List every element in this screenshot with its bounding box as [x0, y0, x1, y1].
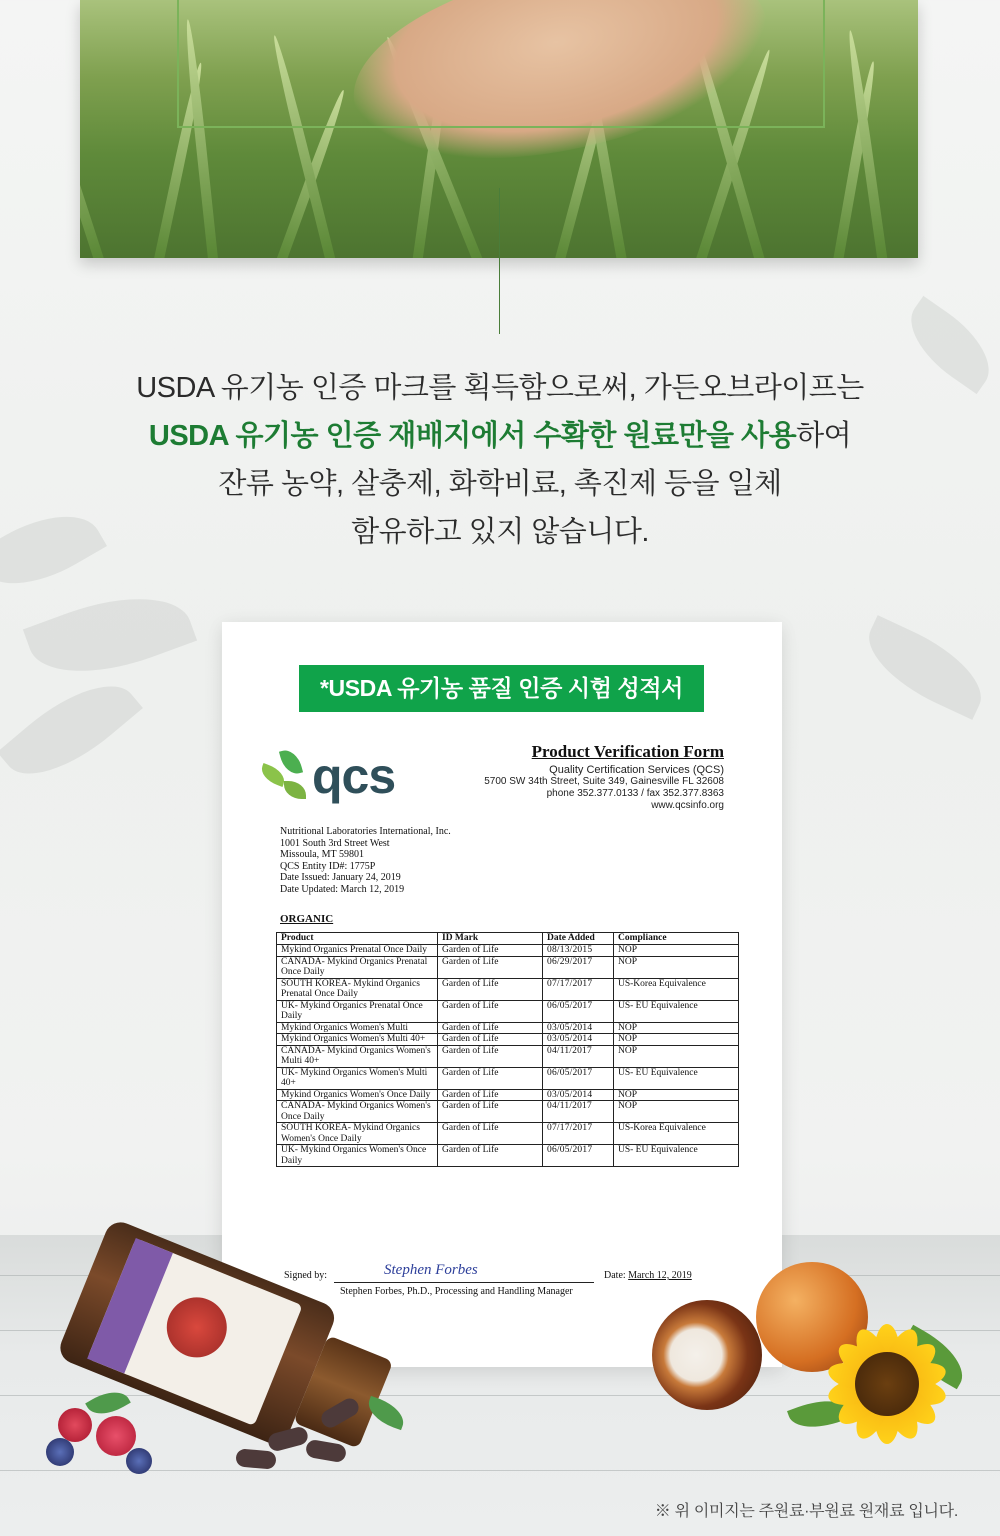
table-row: [277, 978, 739, 1000]
org-name: Quality Certification Services (QCS): [549, 764, 724, 776]
cell-compliance: US-Korea Equivalence: [614, 1123, 739, 1145]
cell-date-added: 04/11/2017: [543, 1101, 614, 1123]
cell-id-mark: Garden of Life: [438, 1145, 543, 1167]
cell-date-added: 06/29/2017: [543, 956, 614, 978]
client-line: Missoula, MT 59801: [280, 849, 364, 860]
table-row: [277, 945, 739, 957]
cell-product: Mykind Organics Women's Multi: [277, 1022, 438, 1034]
leaf-shadow: [0, 662, 143, 798]
signature-line: [334, 1282, 594, 1283]
cell-id-mark: Garden of Life: [438, 978, 543, 1000]
table-row: [277, 1022, 739, 1034]
cell-id-mark: Garden of Life: [438, 1101, 543, 1123]
cell-compliance: US- EU Equivalence: [614, 1067, 739, 1089]
cell-product: UK- Mykind Organics Prenatal Once Daily: [277, 1000, 438, 1022]
cell-id-mark: Garden of Life: [438, 1022, 543, 1034]
qcs-logo-text: qcs: [312, 748, 396, 804]
leaf-shadow: [23, 575, 197, 696]
signer-name: Stephen Forbes, Ph.D., Processing and Handling Manager: [340, 1286, 573, 1297]
table-row: [277, 1123, 739, 1145]
cell-product: SOUTH KOREA- Mykind Organics Women's Once Daily: [277, 1123, 438, 1145]
form-title: Product Verification Form: [531, 742, 724, 761]
copy-line-2-rest: 하여: [796, 420, 852, 452]
cell-date-added: 06/05/2017: [543, 1145, 614, 1167]
table-row: [277, 1067, 739, 1089]
cell-compliance: NOP: [614, 1101, 739, 1123]
cell-compliance: US- EU Equivalence: [614, 1145, 739, 1167]
cell-date-added: 03/05/2014: [543, 1022, 614, 1034]
table-row: [277, 1101, 739, 1123]
table-row: [277, 1145, 739, 1167]
cell-id-mark: Garden of Life: [438, 1034, 543, 1046]
signature-block: [284, 1262, 744, 1297]
client-address: [280, 826, 451, 895]
cell-id-mark: Garden of Life: [438, 1089, 543, 1101]
cell-date-added: 04/11/2017: [543, 1045, 614, 1067]
section-title: ORGANIC: [280, 913, 334, 925]
col-date-added: Date Added: [543, 933, 614, 945]
raspberry: [58, 1408, 92, 1442]
footnote: ※ 위 이미지는 주원료·부원료 원재료 입니다.: [654, 1503, 958, 1520]
cell-product: Mykind Organics Prenatal Once Daily: [277, 945, 438, 957]
form-header: [484, 742, 724, 812]
palm-fruit-cut: [652, 1300, 762, 1410]
certification-table: [276, 932, 739, 1167]
sunflower-center: [855, 1352, 919, 1416]
signature-date: [604, 1270, 692, 1281]
cell-compliance: NOP: [614, 956, 739, 978]
cell-date-added: 03/05/2014: [543, 1034, 614, 1046]
cell-product: CANADA- Mykind Organics Women's Once Daily: [277, 1101, 438, 1123]
signed-by-label: Signed by:: [284, 1270, 328, 1281]
cell-id-mark: Garden of Life: [438, 1000, 543, 1022]
signature: Stephen Forbes: [384, 1262, 478, 1278]
certificate-document: [222, 622, 782, 1367]
cell-compliance: US-Korea Equivalence: [614, 978, 739, 1000]
table-header-row: [277, 933, 739, 945]
cell-date-added: 07/17/2017: [543, 978, 614, 1000]
col-id-mark: ID Mark: [438, 933, 543, 945]
cell-date-added: 03/05/2014: [543, 1089, 614, 1101]
table-row: [277, 1034, 739, 1046]
copy-highlight: USDA 유기농 인증 재배지에서 수확한 원료만을 사용: [148, 420, 797, 452]
cell-compliance: NOP: [614, 1034, 739, 1046]
green-frame: [177, 0, 825, 128]
cell-date-added: 07/17/2017: [543, 1123, 614, 1145]
connector-line: [499, 188, 500, 334]
client-line: Date Issued: January 24, 2019: [280, 872, 401, 883]
client-line: QCS Entity ID#: 1775P: [280, 860, 376, 872]
cell-compliance: US- EU Equivalence: [614, 1000, 739, 1022]
cell-product: UK- Mykind Organics Women's Multi 40+: [277, 1067, 438, 1089]
copy-line-1: USDA 유기농 인증 마크를 획득함으로써, 가든오브라이프는: [136, 372, 864, 404]
cell-id-mark: Garden of Life: [438, 1045, 543, 1067]
cell-compliance: NOP: [614, 945, 739, 957]
copy-line-2: [0, 412, 1000, 460]
client-line: Nutritional Laboratories International, Inc.: [280, 826, 451, 837]
date-value: March 12, 2019: [628, 1270, 692, 1281]
org-address: 5700 SW 34th Street, Suite 349, Gainesville FL 32608: [484, 776, 724, 787]
cell-compliance: NOP: [614, 1089, 739, 1101]
description-text: [0, 364, 1000, 556]
certificate-badge: *USDA 유기농 품질 인증 시험 성적서: [299, 665, 704, 712]
cell-compliance: NOP: [614, 1045, 739, 1067]
copy-line-4: 함유하고 있지 않습니다.: [351, 516, 649, 548]
blueberry: [126, 1448, 152, 1474]
cell-id-mark: Garden of Life: [438, 1067, 543, 1089]
org-phone: phone 352.377.0133 / fax 352.377.8363: [546, 788, 724, 799]
cell-product: CANADA- Mykind Organics Prenatal Once Daily: [277, 956, 438, 978]
cell-product: CANADA- Mykind Organics Women's Multi 40+: [277, 1045, 438, 1067]
cell-date-added: 06/05/2017: [543, 1000, 614, 1022]
cell-date-added: 08/13/2015: [543, 945, 614, 957]
col-compliance: Compliance: [614, 933, 739, 945]
cell-id-mark: Garden of Life: [438, 1123, 543, 1145]
tablet: [235, 1448, 276, 1469]
cell-id-mark: Garden of Life: [438, 945, 543, 957]
table-row: [277, 1000, 739, 1022]
copy-line-3: 잔류 농약, 살충제, 화학비료, 촉진제 등을 일체: [218, 468, 782, 500]
table-row: [277, 956, 739, 978]
table-row: [277, 1089, 739, 1101]
cell-id-mark: Garden of Life: [438, 956, 543, 978]
qcs-logo: [260, 747, 410, 807]
cell-product: Mykind Organics Women's Multi 40+: [277, 1034, 438, 1046]
leaf-shadow: [854, 615, 995, 720]
client-line: 1001 South 3rd Street West: [280, 837, 390, 849]
date-label: Date:: [604, 1270, 626, 1281]
client-line: Date Updated: March 12, 2019: [280, 883, 405, 895]
col-product: Product: [277, 933, 438, 945]
cell-date-added: 06/05/2017: [543, 1067, 614, 1089]
cell-product: SOUTH KOREA- Mykind Organics Prenatal Once Daily: [277, 978, 438, 1000]
org-web: www.qcsinfo.org: [651, 800, 724, 811]
cell-compliance: NOP: [614, 1022, 739, 1034]
table-row: [277, 1045, 739, 1067]
cell-product: UK- Mykind Organics Women's Once Daily: [277, 1145, 438, 1167]
cell-product: Mykind Organics Women's Once Daily: [277, 1089, 438, 1101]
blueberry: [46, 1438, 74, 1466]
